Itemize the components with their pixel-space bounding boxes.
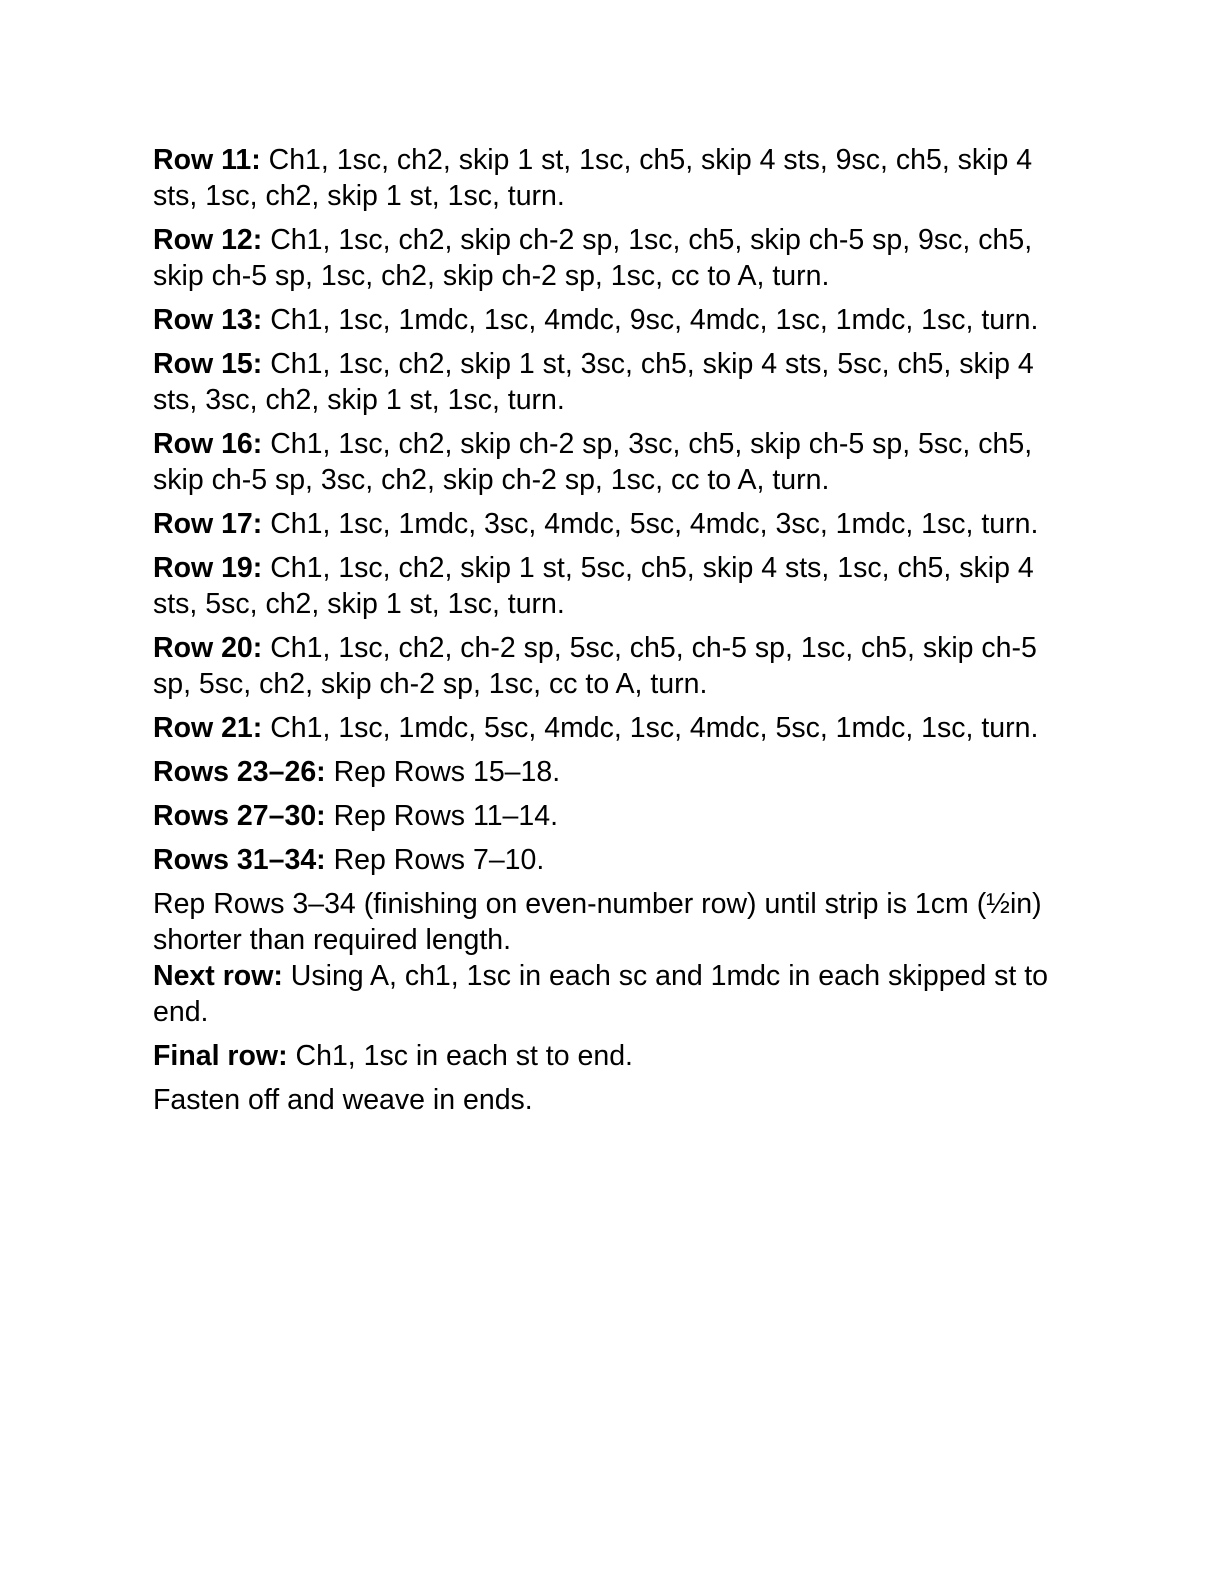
row-text: Ch1, 1sc, ch2, skip 1 st, 3sc, ch5, skip 4 sts, 5sc, ch5, skip 4 sts, 3sc, ch2, skip 1 st, 1sc, turn. xyxy=(153,348,1034,416)
row-label: Row 21: xyxy=(153,712,263,744)
row-text: Ch1, 1sc, ch2, skip ch-2 sp, 3sc, ch5, skip ch-5 sp, 5sc, ch5, skip ch-5 sp, 3sc, ch2, skip ch-2 sp, 1sc, cc to A, turn. xyxy=(153,428,1033,496)
instruction-rows-23-26 xyxy=(153,754,1063,790)
row-label: Row 20: xyxy=(153,632,263,664)
pattern-page xyxy=(153,142,1063,1126)
instruction-rows-27-30 xyxy=(153,798,1063,834)
row-label: Next row: xyxy=(153,960,283,992)
row-text: Rep Rows 11–14. xyxy=(325,800,559,832)
instruction-rows-31-34 xyxy=(153,842,1063,878)
instruction-row-19 xyxy=(153,550,1063,622)
row-text: Ch1, 1sc, 1mdc, 3sc, 4mdc, 5sc, 4mdc, 3sc, 1mdc, 1sc, turn. xyxy=(262,508,1039,540)
row-label: Row 12: xyxy=(153,224,263,256)
row-label: Row 16: xyxy=(153,428,263,460)
instruction-row-12 xyxy=(153,222,1063,294)
row-text: Ch1, 1sc, ch2, ch-2 sp, 5sc, ch5, ch-5 sp, 1sc, ch5, skip ch-5 sp, 5sc, ch2, skip ch-2 sp, 1sc, cc to A, turn. xyxy=(153,632,1037,700)
row-text: Ch1, 1sc in each st to end. xyxy=(287,1040,633,1072)
instruction-row-20 xyxy=(153,630,1063,702)
row-label: Row 11: xyxy=(153,144,261,176)
instruction-row-15 xyxy=(153,346,1063,418)
instruction-row-16 xyxy=(153,426,1063,498)
row-label: Row 15: xyxy=(153,348,263,380)
row-text: Ch1, 1sc, 1mdc, 5sc, 4mdc, 1sc, 4mdc, 5sc, 1mdc, 1sc, turn. xyxy=(262,712,1039,744)
row-label: Rows 31–34: xyxy=(153,844,326,876)
row-text: Ch1, 1sc, ch2, skip 1 st, 5sc, ch5, skip 4 sts, 1sc, ch5, skip 4 sts, 5sc, ch2, skip 1 st, 1sc, turn. xyxy=(153,552,1034,620)
row-label: Rows 27–30: xyxy=(153,800,326,832)
row-text: Ch1, 1sc, ch2, skip ch-2 sp, 1sc, ch5, skip ch-5 sp, 9sc, ch5, skip ch-5 sp, 1sc, ch2, skip ch-2 sp, 1sc, cc to A, turn. xyxy=(153,224,1033,292)
repeat-note: Rep Rows 3–34 (finishing on even-number row) until strip is 1cm (½in) shorter than required length. xyxy=(153,888,1042,956)
row-text: Ch1, 1sc, 1mdc, 1sc, 4mdc, 9sc, 4mdc, 1sc, 1mdc, 1sc, turn. xyxy=(262,304,1039,336)
row-label: Row 13: xyxy=(153,304,263,336)
row-text: Rep Rows 7–10. xyxy=(325,844,545,876)
row-text: Rep Rows 15–18. xyxy=(325,756,561,788)
instruction-row-17 xyxy=(153,506,1063,542)
row-text: Using A, ch1, 1sc in each sc and 1mdc in each skipped st to end. xyxy=(153,960,1049,1028)
instruction-row-21 xyxy=(153,710,1063,746)
row-label: Final row: xyxy=(153,1040,288,1072)
row-text: Ch1, 1sc, ch2, skip 1 st, 1sc, ch5, skip 4 sts, 9sc, ch5, skip 4 sts, 1sc, ch2, skip 1 st, 1sc, turn. xyxy=(153,144,1033,212)
row-label: Row 17: xyxy=(153,508,263,540)
row-label: Row 19: xyxy=(153,552,263,584)
instruction-next-row xyxy=(153,958,1063,1030)
instruction-final-row xyxy=(153,1038,1063,1074)
closing-note: Fasten off and weave in ends. xyxy=(153,1084,533,1116)
instruction-row-11 xyxy=(153,142,1063,214)
instruction-row-13 xyxy=(153,302,1063,338)
row-label: Rows 23–26: xyxy=(153,756,326,788)
